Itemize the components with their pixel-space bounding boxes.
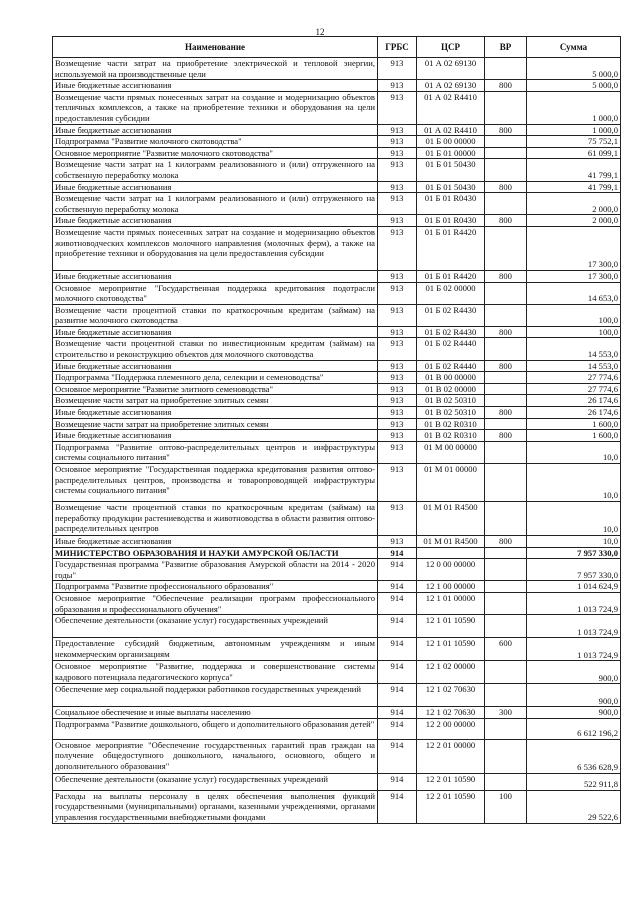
row-csr-cell: 01 В 02 R0310 — [417, 418, 485, 430]
row-csr-cell: 12 1 02 00000 — [417, 661, 485, 684]
row-csr-cell: 01 Б 01 R0430 — [417, 193, 485, 215]
row-grbs-cell: 913 — [378, 91, 417, 124]
row-csr-cell: 12 1 01 10590 — [417, 638, 485, 661]
row-vr-cell — [485, 502, 527, 536]
header-vr: ВР — [485, 37, 527, 58]
row-name-cell: Основное мероприятие "Государственная поддержка кредитования развития оптово-распределительных центров, производства и товаропроводящей инфраструктуры системы социального питания" — [53, 464, 378, 502]
row-sum-cell: 10,0 — [527, 464, 621, 502]
row-vr-cell: 800 — [485, 430, 527, 442]
row-name-cell: Обеспечение деятельности (оказание услуг) государственных учреждений — [53, 615, 378, 638]
row-sum-cell: 1 600,0 — [527, 418, 621, 430]
row-vr-cell: 800 — [485, 215, 527, 227]
table-row — [53, 441, 621, 463]
row-sum-cell: 1 013 724,9 — [527, 615, 621, 638]
row-grbs-cell: 914 — [378, 790, 417, 823]
row-vr-cell — [485, 581, 527, 593]
row-grbs-cell: 914 — [378, 638, 417, 661]
table-row — [53, 270, 621, 282]
row-sum-cell: 900,0 — [527, 684, 621, 707]
budget-table — [52, 36, 621, 824]
row-grbs-cell: 913 — [378, 193, 417, 215]
row-sum-cell: 26 174,6 — [527, 395, 621, 407]
row-vr-cell: 100 — [485, 790, 527, 823]
row-csr-cell: 01 Б 01 00000 — [417, 147, 485, 159]
row-sum-cell: 1 014 624,9 — [527, 581, 621, 593]
row-name-cell: Социальное обеспечение и иные выплаты населению — [53, 707, 378, 719]
row-grbs-cell: 913 — [378, 181, 417, 193]
row-name-cell: Предоставление субсидий бюджетным, автономным учреждениям и иным некоммерческим организациям — [53, 638, 378, 661]
row-name-cell: Иные бюджетные ассигнования — [53, 360, 378, 372]
row-name-cell: Иные бюджетные ассигнования — [53, 124, 378, 136]
row-sum-cell: 6 536 628,9 — [527, 739, 621, 773]
row-grbs-cell: 913 — [378, 407, 417, 419]
table-row — [53, 215, 621, 227]
table-row — [53, 91, 621, 124]
row-sum-cell: 1 000,0 — [527, 91, 621, 124]
row-name-cell: Возмещение части процентной ставки по инвестиционным кредитам (займам) на строительство и реконструкцию объектов для молочного скотоводства — [53, 338, 378, 360]
row-sum-cell: 5 000,0 — [527, 58, 621, 80]
table-row — [53, 684, 621, 707]
table-row — [53, 181, 621, 193]
row-grbs-cell: 913 — [378, 215, 417, 227]
row-csr-cell: 12 1 00 00000 — [417, 581, 485, 593]
row-name-cell: Иные бюджетные ассигнования — [53, 326, 378, 338]
table-row — [53, 707, 621, 719]
row-sum-cell: 900,0 — [527, 661, 621, 684]
table-row — [53, 661, 621, 684]
row-grbs-cell: 913 — [378, 136, 417, 148]
row-csr-cell: 12 1 01 00000 — [417, 592, 485, 614]
row-csr-cell: 12 2 01 10590 — [417, 790, 485, 823]
row-sum-cell: 100,0 — [527, 326, 621, 338]
row-grbs-cell: 914 — [378, 718, 417, 739]
row-grbs-cell: 914 — [378, 547, 417, 559]
table-row — [53, 790, 621, 823]
table-row — [53, 536, 621, 548]
row-sum-cell: 26 174,6 — [527, 407, 621, 419]
row-vr-cell — [485, 338, 527, 360]
table-row — [53, 58, 621, 80]
row-name-cell: Основное мероприятие "Развитие, поддержка и совершенствование системы кадрового потенциала педагогического корпуса" — [53, 661, 378, 684]
row-name-cell: Возмещение части прямых понесенных затрат на создание и модернизацию объектов животноводческих комплексов молочного направления (молочных ферм), а также на приобретение техники и оборудования на цели предоставления субсидии — [53, 226, 378, 270]
row-sum-cell: 7 957 330,0 — [527, 547, 621, 559]
row-csr-cell: 12 1 01 10590 — [417, 615, 485, 638]
row-csr-cell: 01 Б 02 R4430 — [417, 326, 485, 338]
row-name-cell: Обеспечение мер социальной поддержки работников государственных учреждений — [53, 684, 378, 707]
row-csr-cell: 12 0 00 00000 — [417, 559, 485, 581]
row-name-cell: МИНИСТЕРСТВО ОБРАЗОВАНИЯ И НАУКИ АМУРСКОЙ ОБЛАСТИ — [53, 547, 378, 559]
row-vr-cell — [485, 304, 527, 326]
row-sum-cell: 10,0 — [527, 441, 621, 463]
row-csr-cell: 01 М 01 00000 — [417, 464, 485, 502]
row-csr-cell: 01 А 02 R4410 — [417, 91, 485, 124]
row-name-cell: Возмещение части затрат на 1 килограмм реализованного и (или) отгруженного на собственную переработку молока — [53, 193, 378, 215]
row-sum-cell: 27 774,6 — [527, 372, 621, 384]
row-name-cell: Основное мероприятие "Обеспечение реализации программ профессионального образования и профессионального обучения" — [53, 592, 378, 614]
table-row — [53, 282, 621, 304]
row-vr-cell — [485, 136, 527, 148]
row-name-cell: Основное мероприятие "Развитие молочного скотоводства" — [53, 147, 378, 159]
row-grbs-cell: 913 — [378, 536, 417, 548]
row-csr-cell: 01 М 00 00000 — [417, 441, 485, 463]
row-grbs-cell: 913 — [378, 360, 417, 372]
row-name-cell: Подпрограмма "Развитие дошкольного, общего и дополнительного образования детей" — [53, 718, 378, 739]
row-vr-cell — [485, 159, 527, 181]
table-row — [53, 395, 621, 407]
row-sum-cell: 27 774,6 — [527, 383, 621, 395]
table-row — [53, 718, 621, 739]
row-sum-cell: 5 000,0 — [527, 80, 621, 92]
row-csr-cell: 01 Б 01 R0430 — [417, 215, 485, 227]
row-name-cell: Возмещение части затрат на приобретение электрической и тепловой энергии, используемой на производственные цели — [53, 58, 378, 80]
row-name-cell: Государственная программа "Развитие образования Амурской области на 2014 - 2020 годы" — [53, 559, 378, 581]
table-row — [53, 159, 621, 181]
row-name-cell: Иные бюджетные ассигнования — [53, 215, 378, 227]
row-grbs-cell: 913 — [378, 147, 417, 159]
row-grbs-cell: 913 — [378, 338, 417, 360]
row-name-cell: Возмещение части прямых понесенных затрат на создание и модернизацию объектов тепличных комплексов, а также на приобретение техники и оборудования на цели предоставления субсидии — [53, 91, 378, 124]
table-row — [53, 430, 621, 442]
row-csr-cell: 01 М 01 R4500 — [417, 536, 485, 548]
row-csr-cell: 01 Б 01 50430 — [417, 181, 485, 193]
row-vr-cell — [485, 615, 527, 638]
table-row — [53, 638, 621, 661]
row-name-cell: Основное мероприятие "Обеспечение государственных гарантий прав граждан на получение общедоступного дошкольного, начального, основного, общего и дополнительного образования" — [53, 739, 378, 773]
row-vr-cell: 800 — [485, 326, 527, 338]
row-csr-cell: 01 Б 02 R4430 — [417, 304, 485, 326]
row-grbs-cell: 913 — [378, 372, 417, 384]
row-grbs-cell: 913 — [378, 282, 417, 304]
row-vr-cell — [485, 718, 527, 739]
row-sum-cell: 14 653,0 — [527, 282, 621, 304]
row-csr-cell: 12 2 01 00000 — [417, 739, 485, 773]
row-grbs-cell: 914 — [378, 684, 417, 707]
row-grbs-cell: 913 — [378, 430, 417, 442]
row-name-cell: Расходы на выплаты персоналу в целях обеспечения выполнения функций государственными (муниципальными) органами, казенными учреждениями, органами управления государственными внебюджетными фондами — [53, 790, 378, 823]
header-grbs: ГРБС — [378, 37, 417, 58]
row-vr-cell — [485, 559, 527, 581]
table-row — [53, 147, 621, 159]
row-csr-cell: 01 Б 01 R4420 — [417, 226, 485, 270]
table-body — [53, 58, 621, 824]
row-vr-cell — [485, 383, 527, 395]
row-csr-cell: 01 А 02 69130 — [417, 80, 485, 92]
row-grbs-cell: 913 — [378, 270, 417, 282]
row-sum-cell: 6 612 196,2 — [527, 718, 621, 739]
row-csr-cell: 12 2 01 10590 — [417, 773, 485, 790]
table-row — [53, 136, 621, 148]
row-name-cell: Возмещение части затрат на приобретение элитных семян — [53, 395, 378, 407]
row-sum-cell: 17 300,0 — [527, 226, 621, 270]
row-name-cell: Возмещение части процентной ставки по краткосрочным кредитам (займам) на развитие молочного скотоводства — [53, 304, 378, 326]
header-csr: ЦСР — [417, 37, 485, 58]
row-sum-cell: 29 522,6 — [527, 790, 621, 823]
row-name-cell: Иные бюджетные ассигнования — [53, 407, 378, 419]
row-csr-cell: 12 2 00 00000 — [417, 718, 485, 739]
row-vr-cell — [485, 226, 527, 270]
table-row — [53, 502, 621, 536]
table-header-row — [53, 37, 621, 58]
row-grbs-cell: 913 — [378, 326, 417, 338]
row-name-cell: Иные бюджетные ассигнования — [53, 536, 378, 548]
row-name-cell: Подпрограмма "Развитие профессионального образования" — [53, 581, 378, 593]
row-grbs-cell: 914 — [378, 739, 417, 773]
row-sum-cell: 2 000,0 — [527, 215, 621, 227]
table-row — [53, 592, 621, 614]
row-name-cell: Подпрограмма "Поддержка племенного дела, селекции и семеноводства" — [53, 372, 378, 384]
row-vr-cell — [485, 684, 527, 707]
row-vr-cell — [485, 547, 527, 559]
row-csr-cell: 01 Б 01 50430 — [417, 159, 485, 181]
row-csr-cell: 01 Б 02 R4440 — [417, 338, 485, 360]
page-number: 12 — [315, 27, 325, 37]
row-grbs-cell: 914 — [378, 707, 417, 719]
row-grbs-cell: 913 — [378, 226, 417, 270]
row-vr-cell: 800 — [485, 124, 527, 136]
row-sum-cell: 522 911,8 — [527, 773, 621, 790]
row-csr-cell: 01 В 00 00000 — [417, 372, 485, 384]
row-name-cell: Основное мероприятие "Развитие элитного семеноводства" — [53, 383, 378, 395]
table-row — [53, 615, 621, 638]
table-row — [53, 547, 621, 559]
row-vr-cell — [485, 418, 527, 430]
row-name-cell: Возмещение части процентной ставки по краткосрочным кредитам (займам) на переработку продукции растениеводства и животноводства в области развития оптово-распределительных центров — [53, 502, 378, 536]
row-grbs-cell: 914 — [378, 661, 417, 684]
table-row — [53, 304, 621, 326]
row-vr-cell — [485, 464, 527, 502]
row-vr-cell: 800 — [485, 181, 527, 193]
row-grbs-cell: 913 — [378, 464, 417, 502]
row-vr-cell — [485, 773, 527, 790]
row-csr-cell: 01 Б 01 R4420 — [417, 270, 485, 282]
row-vr-cell — [485, 147, 527, 159]
row-vr-cell — [485, 592, 527, 614]
table-row — [53, 773, 621, 790]
row-grbs-cell: 914 — [378, 592, 417, 614]
row-grbs-cell: 914 — [378, 559, 417, 581]
row-grbs-cell: 914 — [378, 773, 417, 790]
row-sum-cell: 1 013 724,9 — [527, 638, 621, 661]
row-grbs-cell: 914 — [378, 581, 417, 593]
table-row — [53, 372, 621, 384]
row-sum-cell: 41 799,1 — [527, 181, 621, 193]
row-name-cell: Иные бюджетные ассигнования — [53, 270, 378, 282]
header-name: Наименование — [53, 37, 378, 58]
table-row — [53, 124, 621, 136]
row-csr-cell: 01 В 02 00000 — [417, 383, 485, 395]
row-csr-cell: 01 Б 00 00000 — [417, 136, 485, 148]
header-sum: Сумма — [527, 37, 621, 58]
row-csr-cell: 01 Б 02 00000 — [417, 282, 485, 304]
row-grbs-cell: 913 — [378, 124, 417, 136]
row-sum-cell: 10,0 — [527, 502, 621, 536]
table-row — [53, 739, 621, 773]
row-vr-cell — [485, 441, 527, 463]
row-vr-cell: 800 — [485, 407, 527, 419]
table-row — [53, 383, 621, 395]
row-sum-cell: 900,0 — [527, 707, 621, 719]
table-row — [53, 338, 621, 360]
row-vr-cell — [485, 91, 527, 124]
row-sum-cell: 7 957 330,0 — [527, 559, 621, 581]
row-grbs-cell: 913 — [378, 441, 417, 463]
row-grbs-cell: 913 — [378, 502, 417, 536]
row-vr-cell: 800 — [485, 536, 527, 548]
row-grbs-cell: 913 — [378, 80, 417, 92]
row-grbs-cell: 913 — [378, 418, 417, 430]
table-row — [53, 326, 621, 338]
table-row — [53, 80, 621, 92]
row-sum-cell: 75 752,1 — [527, 136, 621, 148]
row-sum-cell: 17 300,0 — [527, 270, 621, 282]
row-name-cell: Обеспечение деятельности (оказание услуг) государственных учреждений — [53, 773, 378, 790]
row-name-cell: Иные бюджетные ассигнования — [53, 430, 378, 442]
table-row — [53, 226, 621, 270]
row-sum-cell: 10,0 — [527, 536, 621, 548]
row-csr-cell: 01 Б 02 R4440 — [417, 360, 485, 372]
row-vr-cell — [485, 372, 527, 384]
table-row — [53, 407, 621, 419]
table-row — [53, 193, 621, 215]
row-vr-cell: 800 — [485, 80, 527, 92]
row-sum-cell: 2 000,0 — [527, 193, 621, 215]
table-row — [53, 464, 621, 502]
row-sum-cell: 14 553,0 — [527, 360, 621, 372]
row-csr-cell: 01 В 02 R0310 — [417, 430, 485, 442]
row-csr-cell: 01 А 02 R4410 — [417, 124, 485, 136]
row-vr-cell — [485, 58, 527, 80]
row-csr-cell: 01 В 02 50310 — [417, 395, 485, 407]
row-vr-cell: 800 — [485, 360, 527, 372]
table-row — [53, 360, 621, 372]
row-csr-cell: 01 А 02 69130 — [417, 58, 485, 80]
row-vr-cell: 300 — [485, 707, 527, 719]
row-vr-cell: 800 — [485, 270, 527, 282]
row-vr-cell — [485, 193, 527, 215]
row-vr-cell: 600 — [485, 638, 527, 661]
row-name-cell: Основное мероприятие "Государственная поддержка кредитования подотрасли молочного скотоводства" — [53, 282, 378, 304]
table-row — [53, 559, 621, 581]
row-name-cell: Иные бюджетные ассигнования — [53, 80, 378, 92]
row-csr-cell: 01 М 01 R4500 — [417, 502, 485, 536]
row-csr-cell: 01 В 02 50310 — [417, 407, 485, 419]
row-name-cell: Подпрограмма "Развитие оптово-распределительных центров и инфраструктуры системы социального питания" — [53, 441, 378, 463]
row-name-cell: Возмещение части затрат на 1 килограмм реализованного и (или) отгруженного на собственную переработку молока — [53, 159, 378, 181]
table-row — [53, 581, 621, 593]
row-grbs-cell: 913 — [378, 58, 417, 80]
row-grbs-cell: 913 — [378, 383, 417, 395]
row-vr-cell — [485, 395, 527, 407]
row-vr-cell — [485, 661, 527, 684]
row-grbs-cell: 913 — [378, 304, 417, 326]
row-sum-cell: 41 799,1 — [527, 159, 621, 181]
row-sum-cell: 14 553,0 — [527, 338, 621, 360]
row-vr-cell — [485, 739, 527, 773]
row-vr-cell — [485, 282, 527, 304]
table-row — [53, 418, 621, 430]
row-name-cell: Иные бюджетные ассигнования — [53, 181, 378, 193]
row-sum-cell: 1 000,0 — [527, 124, 621, 136]
row-name-cell: Подпрограмма "Развитие молочного скотоводства" — [53, 136, 378, 148]
row-grbs-cell: 914 — [378, 615, 417, 638]
row-grbs-cell: 913 — [378, 395, 417, 407]
row-sum-cell: 61 099,1 — [527, 147, 621, 159]
row-sum-cell: 100,0 — [527, 304, 621, 326]
row-csr-cell: 12 1 02 70630 — [417, 684, 485, 707]
row-csr-cell: 12 1 02 70630 — [417, 707, 485, 719]
row-csr-cell — [417, 547, 485, 559]
row-sum-cell: 1 013 724,9 — [527, 592, 621, 614]
row-name-cell: Возмещение части затрат на приобретение элитных семян — [53, 418, 378, 430]
row-grbs-cell: 913 — [378, 159, 417, 181]
row-sum-cell: 1 600,0 — [527, 430, 621, 442]
